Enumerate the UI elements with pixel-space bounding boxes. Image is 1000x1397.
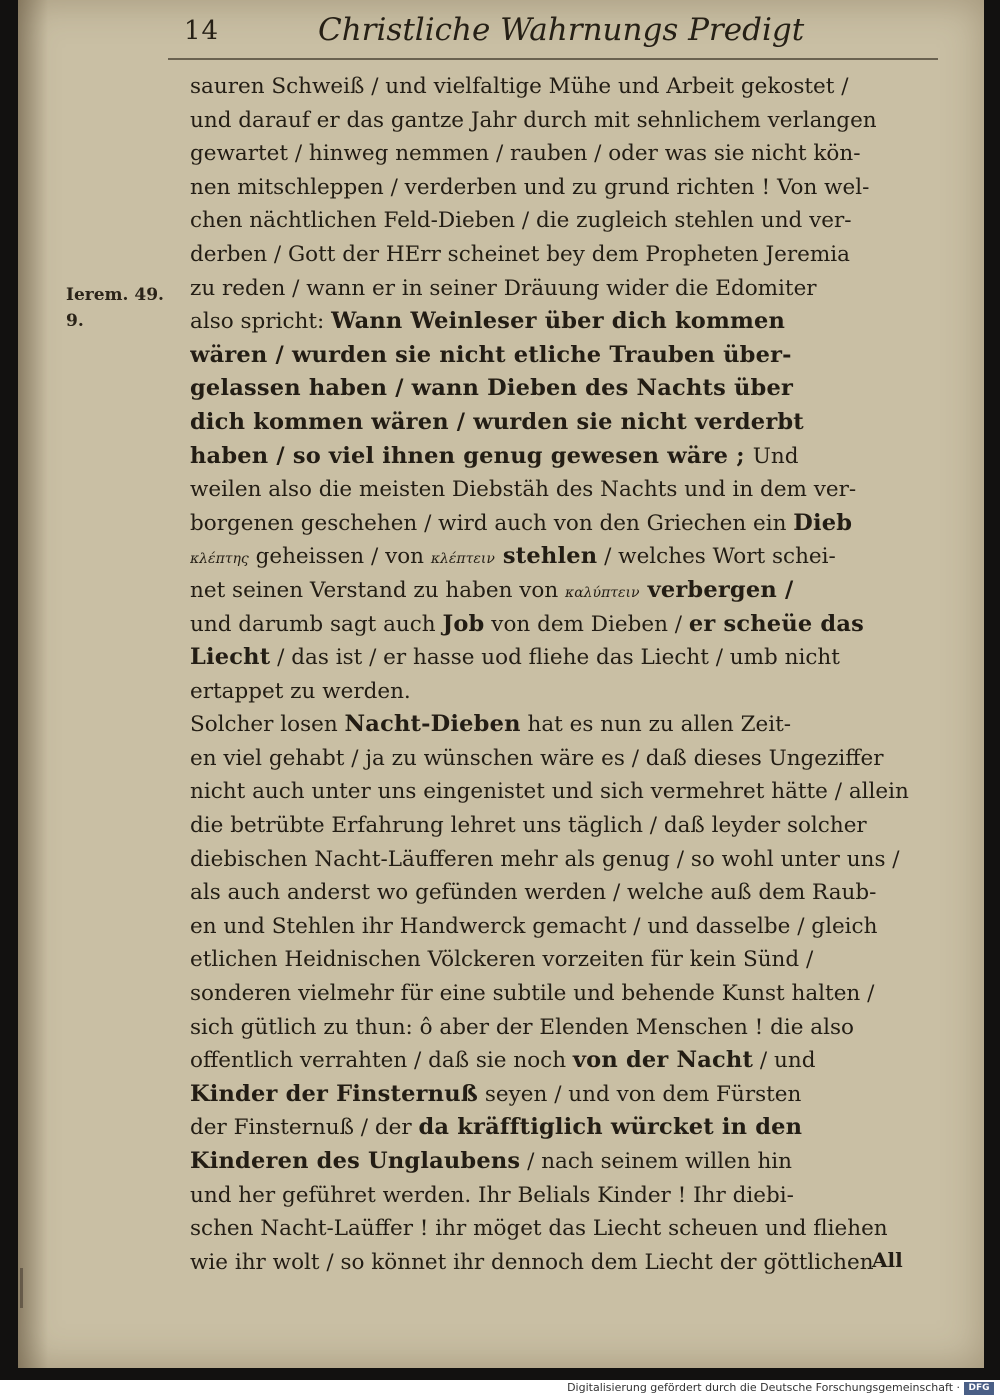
greek-word: κλέπτειν — [430, 551, 495, 568]
text-line — [190, 1212, 935, 1246]
text-line — [190, 876, 935, 910]
marginal-note-line: Ierem. 49. — [66, 285, 164, 305]
text-line — [190, 708, 935, 742]
plain-text: en viel gehabt / ja zu wünschen wäre es / daß dieses Ungeziffer — [190, 745, 884, 771]
text-line — [190, 339, 935, 373]
plain-text: etlichen Heidnischen Völckeren vorzeiten für kein Sünd / — [190, 947, 814, 973]
text-line — [190, 272, 935, 306]
text-line — [190, 305, 935, 339]
greek-word: κλέπτης — [190, 551, 249, 568]
text-line — [190, 742, 935, 776]
text-line — [190, 473, 935, 507]
text-line — [190, 238, 935, 272]
plain-text: gewartet / hinweg nemmen / rauben / oder was sie nicht kön- — [190, 141, 861, 167]
scan-margin-mark — [20, 1268, 23, 1308]
plain-text: der Finsternuß / der — [190, 1115, 419, 1141]
emphasis-text: verbergen / — [639, 576, 794, 603]
plain-text: und darauf er das gantze Jahr durch mit sehnlichem verlangen — [190, 107, 877, 133]
plain-text: nicht auch unter uns eingenistet und sich vermehret hätte / allein — [190, 779, 909, 805]
plain-text: nen mitschleppen / verderben und zu grund richten ! Von wel- — [190, 174, 870, 200]
text-line — [190, 1111, 935, 1145]
plain-text: en und Stehlen ihr Handwerck gemacht / und dasselbe / gleich — [190, 913, 878, 939]
body-text — [190, 70, 935, 1279]
plain-text: / nach seinem willen hin — [520, 1149, 793, 1174]
plain-text: hat es nun zu allen Zeit- — [520, 712, 792, 738]
plain-text: / das ist / er hasse uod fliehe das Liecht / umb nicht — [270, 645, 840, 671]
plain-text: geheissen / von — [248, 544, 431, 570]
emphasis-text: Nacht-Dieben — [344, 711, 521, 738]
emphasis-text: da kräfftiglich würcket in den — [418, 1114, 803, 1141]
plain-text: sich gütlich zu thun: ô aber der Elenden Menschen ! die also — [190, 1014, 854, 1040]
footer-credit: Digitalisierung gefördert durch die Deutsche Forschungsgemeinschaft · — [567, 1381, 960, 1394]
text-line — [190, 204, 935, 238]
text-line — [190, 1246, 935, 1280]
plain-text: sonderen vielmehr für eine subtile und behende Kunst halten / — [190, 981, 875, 1007]
marginal-note-line: 9. — [66, 311, 84, 331]
text-line — [190, 406, 935, 440]
text-line — [190, 1179, 935, 1213]
plain-text: chen nächtlichen Feld-Dieben / die zugleich stehlen und ver- — [190, 208, 852, 234]
text-line — [190, 608, 935, 642]
emphasis-text: Wann Weinleser über dich kommen — [331, 308, 786, 335]
emphasis-text: dich kommen wären / wurden sie nicht verderbt — [190, 408, 804, 435]
plain-text: die betrübte Erfahrung lehret uns täglich / daß leyder solcher — [190, 813, 867, 839]
emphasis-text: Liecht — [190, 644, 271, 671]
plain-text: wie ihr wolt / so könnet ihr dennoch dem Liecht der göttlichen — [190, 1249, 874, 1275]
text-line — [190, 574, 935, 608]
plain-text: weilen also die meisten Diebstäh des Nachts und in dem ver- — [190, 477, 857, 503]
page-header — [178, 6, 938, 46]
text-line — [190, 1044, 935, 1078]
plain-text: / welches Wort schei- — [597, 544, 836, 570]
catchword: All — [872, 1248, 903, 1272]
text-line — [190, 171, 935, 205]
text-line — [190, 104, 935, 138]
plain-text: Und — [752, 443, 799, 469]
book-page — [18, 0, 984, 1368]
plain-text: diebischen Nacht-Läufferen mehr als genug / so wohl unter uns / — [190, 846, 900, 872]
plain-text: also spricht: — [190, 309, 332, 335]
plain-text: ertappet zu werden. — [190, 678, 411, 704]
plain-text: net seinen Verstand zu haben von — [190, 577, 566, 603]
text-line — [190, 1078, 935, 1112]
text-line — [190, 1145, 935, 1179]
plain-text: von dem Dieben / — [484, 611, 689, 637]
dfg-logo-icon: DFG — [964, 1382, 994, 1395]
plain-text: / und — [753, 1048, 816, 1074]
emphasis-text: haben / so viel ihnen genug gewesen wäre ; — [190, 442, 753, 469]
text-line — [190, 977, 935, 1011]
plain-text: borgenen geschehen / wird auch von den Griechen ein — [190, 510, 794, 536]
text-line — [190, 540, 935, 574]
text-line — [190, 775, 935, 809]
text-line — [190, 70, 935, 104]
emphasis-text: er scheüe das — [688, 610, 865, 637]
plain-text: derben / Gott der HErr scheinet bey dem Propheten Jeremia — [190, 241, 850, 267]
plain-text: Solcher losen — [190, 712, 345, 738]
text-line — [190, 675, 935, 709]
plain-text: zu reden / wann er in seiner Dräuung wider die Edomiter — [190, 275, 817, 301]
plain-text: sauren Schweiß / und vielfaltige Mühe und Arbeit gekostet / — [190, 74, 849, 99]
plain-text: als auch anderst wo gefünden werden / welche auß dem Raub- — [190, 880, 877, 906]
emphasis-text: Kinder der Finsternuß — [190, 1080, 479, 1107]
text-line — [190, 440, 935, 474]
emphasis-text: Kinderen des Unglaubens — [190, 1148, 521, 1174]
emphasis-text: von der Nacht — [572, 1047, 754, 1074]
text-line — [190, 641, 935, 675]
page-number: 14 — [184, 16, 220, 46]
text-line — [190, 943, 935, 977]
text-line — [190, 1011, 935, 1045]
text-line — [190, 843, 935, 877]
emphasis-text: stehlen — [494, 543, 598, 570]
plain-text: seyen / und von dem Fürsten — [478, 1081, 802, 1107]
running-head: Christliche Wahrnungs Predigt — [318, 12, 805, 48]
plain-text: und her geführet werden. Ihr Belials Kinder ! Ihr diebi- — [190, 1182, 794, 1208]
plain-text: offentlich verrahten / daß sie noch — [190, 1048, 573, 1074]
header-rule — [168, 58, 938, 60]
emphasis-text: Dieb — [793, 509, 853, 536]
digitization-footer — [0, 1380, 1000, 1397]
plain-text: und darumb sagt auch — [190, 611, 443, 637]
text-line — [190, 507, 935, 541]
plain-text: schen Nacht-Laüffer ! ihr möget das Liecht scheuen und fliehen — [190, 1216, 888, 1242]
emphasis-text: wären / wurden sie nicht etliche Trauben über- — [190, 341, 792, 368]
text-line — [190, 910, 935, 944]
marginal-note — [66, 282, 164, 334]
text-line — [190, 137, 935, 171]
emphasis-text: gelassen haben / wann Dieben des Nachts über — [190, 375, 794, 402]
emphasis-text: Job — [442, 610, 485, 637]
text-line — [190, 809, 935, 843]
text-line — [190, 372, 935, 406]
greek-word: καλύπτειν — [565, 584, 640, 601]
